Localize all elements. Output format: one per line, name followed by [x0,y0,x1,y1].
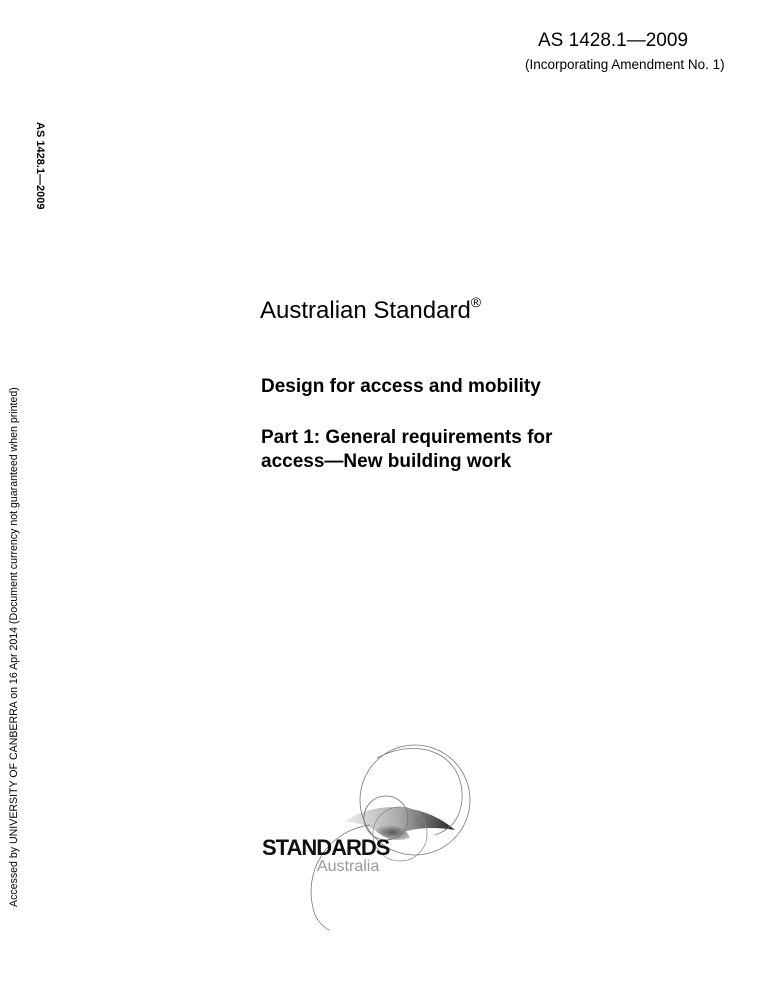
series-label: Australian Standard [260,297,471,324]
part-title [261,426,552,474]
standard-series [260,294,482,325]
standards-australia-logo [250,730,480,940]
part-title-line-2: access—New building work [261,451,512,472]
side-designation: AS 1428.1—2009 [34,122,46,210]
access-notice: Accessed by UNIVERSITY OF CANBERRA on 16 Apr 2014 (Document currency not guaranteed when printed) [8,387,20,907]
logo-subtext: Australia [317,858,380,875]
document-title: Design for access and mobility [261,376,541,397]
logo-wordmark: STANDARDS [262,835,390,860]
part-title-line-1: Part 1: General requirements for [261,427,553,448]
document-designation: AS 1428.1—2009 [538,30,689,51]
registered-mark: ® [470,294,482,310]
amendment-note: (Incorporating Amendment No. 1) [525,57,725,72]
